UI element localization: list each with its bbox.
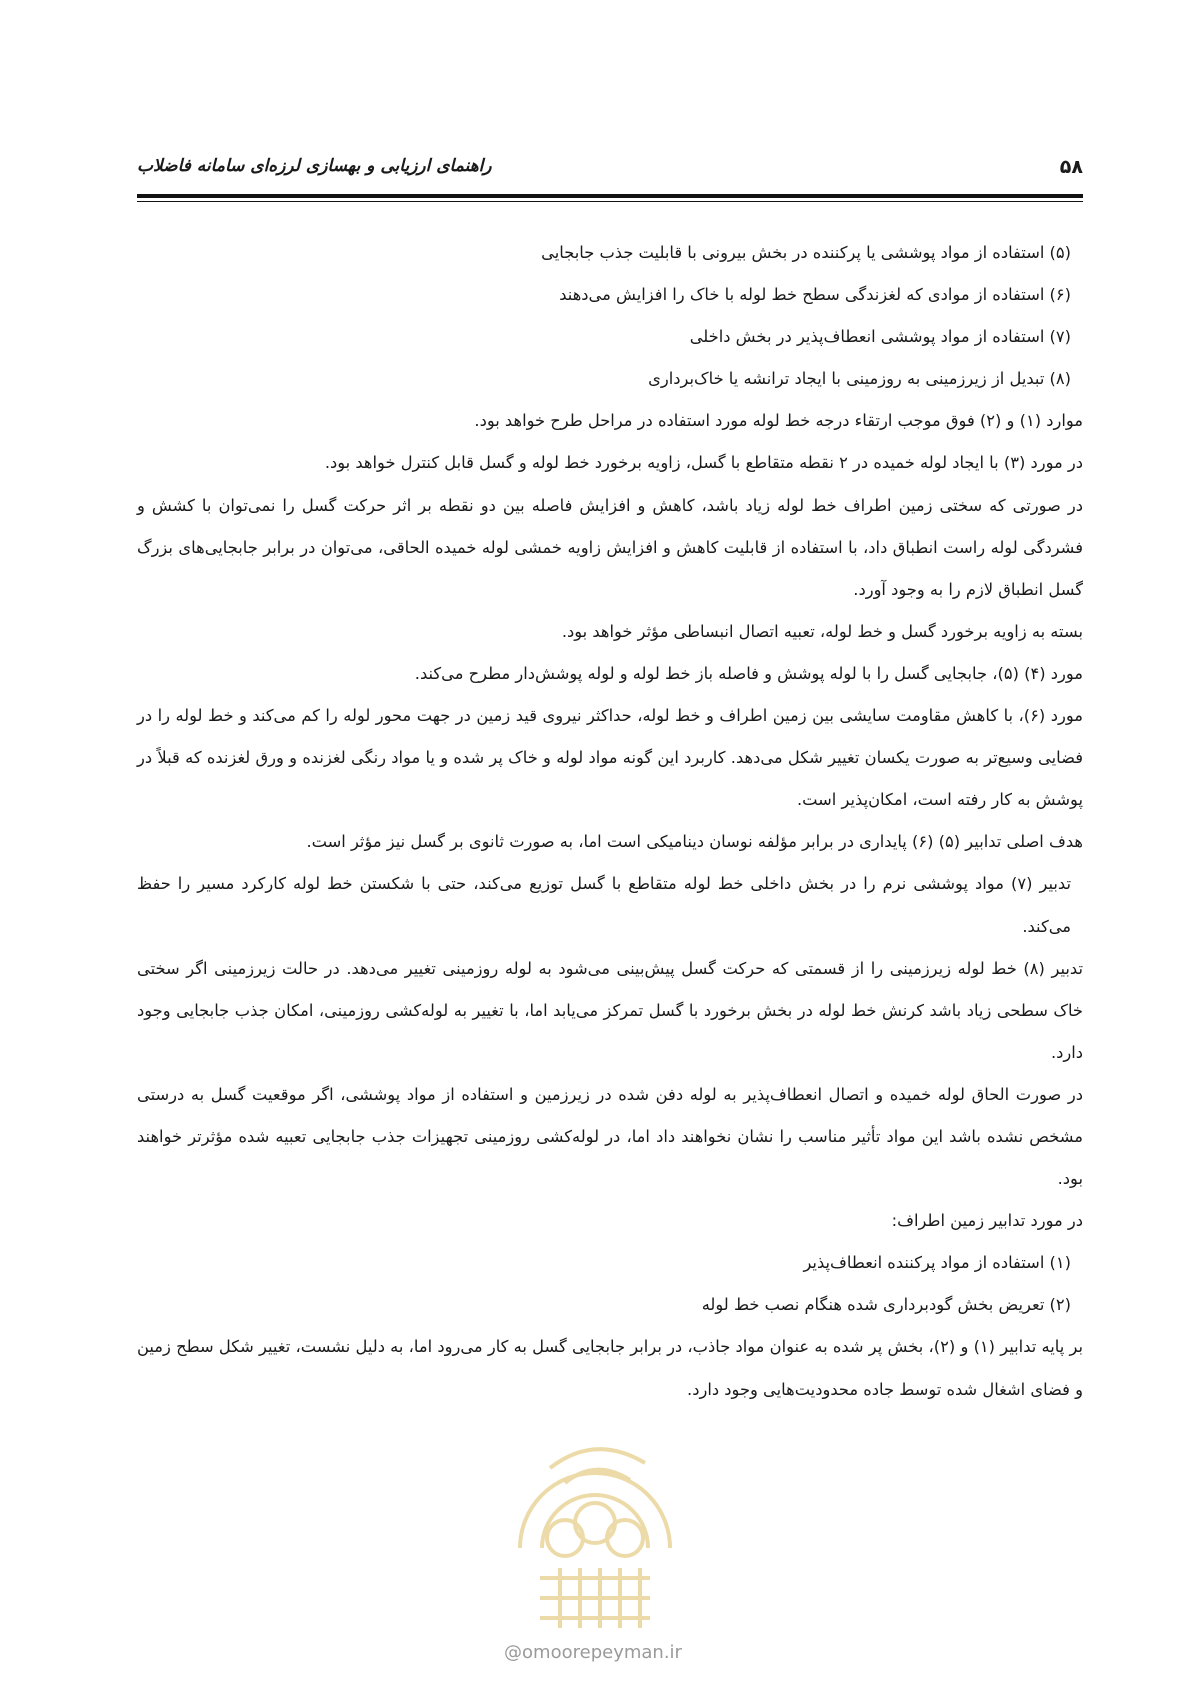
paragraph: هدف اصلی تدابیر (۵) (۶) پایداری در برابر مؤلفه نوسان دینامیکی است اما، به صورت ثانوی بر گسل نیز مؤثر است.	[306, 832, 1083, 852]
paragraph: بسته به زاویه برخورد گسل و خط لوله، تعبیه اتصال انبساطی مؤثر خواهد بود.	[561, 621, 1083, 641]
running-title: راهنمای ارزیابی و بهسازی لرزه‌ای سامانه فاضلاب	[137, 156, 492, 176]
watermark-url: @omoorepeyman.ir	[504, 1642, 682, 1663]
list-item: (۵) استفاده از مواد پوششی یا پرکننده در بخش بیرونی با قابلیت جذب جابجایی	[541, 243, 1071, 262]
paragraph: تدبیر (۷) مواد پوششی نرم را در بخش داخلی خط لوله متقاطع با گسل توزیع می‌کند، حتی با شکستن خط لوله کارکرد مسیر را حفظ می‌کند.	[137, 874, 1071, 936]
paragraph: مورد (۶)، با کاهش مقاومت سایشی بین زمین اطراف و خط لوله، حداکثر نیروی قید زمین در جهت محور لوله را کم می‌کند و خط لوله را در فضایی وسیع‌تر به صورت یکسان تغییر شکل می‌دهد. کاربرد این گونه مواد لوله و خاک پر شده و یا مواد رنگی لغزنده و ورق لغزنده که قبلاً در پوشش به کار رفته است، امکان‌پذیر است.	[137, 706, 1083, 810]
body-text	[137, 232, 1083, 1411]
list-item: (۱) استفاده از مواد پرکننده انعطاف‌پذیر	[803, 1253, 1071, 1273]
watermark-seal-icon	[480, 1428, 710, 1638]
list-item: (۷) استفاده از مواد پوششی انعطاف‌پذیر در بخش داخلی	[689, 327, 1071, 347]
paragraph: موارد (۱) و (۲) فوق موجب ارتقاء درجه خط لوله مورد استفاده در مراحل طرح خواهد بود.	[474, 411, 1083, 431]
paragraph: در صورت الحاق لوله خمیده و اتصال انعطاف‌پذیر به لوله دفن شده در زیرزمین و استفاده از مواد پوششی، اگر موقعیت گسل به درستی مشخص نشده باشد این مواد تأثیر مناسب را نشان نخواهند داد اما، در لوله‌کشی روزمینی تجهیزات جذب جابجایی تعبیه شده مؤثرتر خواهند بود.	[137, 1084, 1083, 1189]
list-item: (۶) استفاده از موادی که لغزندگی سطح خط لوله با خاک را افزایش می‌دهند	[559, 285, 1071, 305]
page-number: ۵۸	[1059, 156, 1083, 178]
list-item: (۲) تعریض بخش گودبرداری شده هنگام نصب خط لوله	[701, 1295, 1071, 1315]
paragraph: تدبیر (۸) خط لوله زیرزمینی را از قسمتی که حرکت گسل پیش‌بینی می‌شود به لوله روزمینی تغییر می‌دهد. در حالت زیرزمینی اگر سختی خاک سطحی زیاد باشد کرنش خط لوله در بخش برخورد با گسل تمرکز می‌یابد اما، با تغییر به لوله‌کشی روزمینی، امکان جذب جابجایی وجود دارد.	[137, 958, 1083, 1062]
paragraph: در صورتی که سختی زمین اطراف خط لوله زیاد باشد، کاهش و افزایش فاصله بین دو نقطه بر اثر حرکت گسل را نمی‌توان با کشش و فشردگی لوله راست انطباق داد، با استفاده از قابلیت کاهش و افزایش زاویه خمشی لوله خمیده الحاقی، می‌توان در برابر جابجایی‌های بزرگ گسل انطباق لازم را به وجود آورد.	[137, 495, 1083, 599]
header-rule-thin	[137, 201, 1083, 202]
list-item: (۸) تبدیل از زیرزمینی به روزمینی با ایجاد ترانشه یا خاک‌برداری	[648, 369, 1071, 389]
header-rule	[137, 194, 1083, 198]
paragraph: در مورد تدابیر زمین اطراف:	[891, 1211, 1083, 1231]
paragraph: بر پایه تدابیر (۱) و (۲)، بخش پر شده به عنوان مواد جاذب، در برابر جابجایی گسل به کار می‌رود اما، به دلیل نشست، تغییر شکل سطح زمین و فضای اشغال شده توسط جاده محدودیت‌هایی وجود دارد.	[137, 1337, 1083, 1399]
page-header	[137, 150, 1083, 190]
paragraph: در مورد (۳) با ایجاد لوله خمیده در ۲ نقطه متقاطع با گسل، زاویه برخورد خط لوله و گسل قابل کنترل خواهد بود.	[324, 453, 1083, 473]
paragraph: مورد (۴) (۵)، جابجایی گسل را با لوله پوشش و فاصله باز خط لوله و لوله پوشش‌دار مطرح می‌کند.	[414, 663, 1083, 683]
